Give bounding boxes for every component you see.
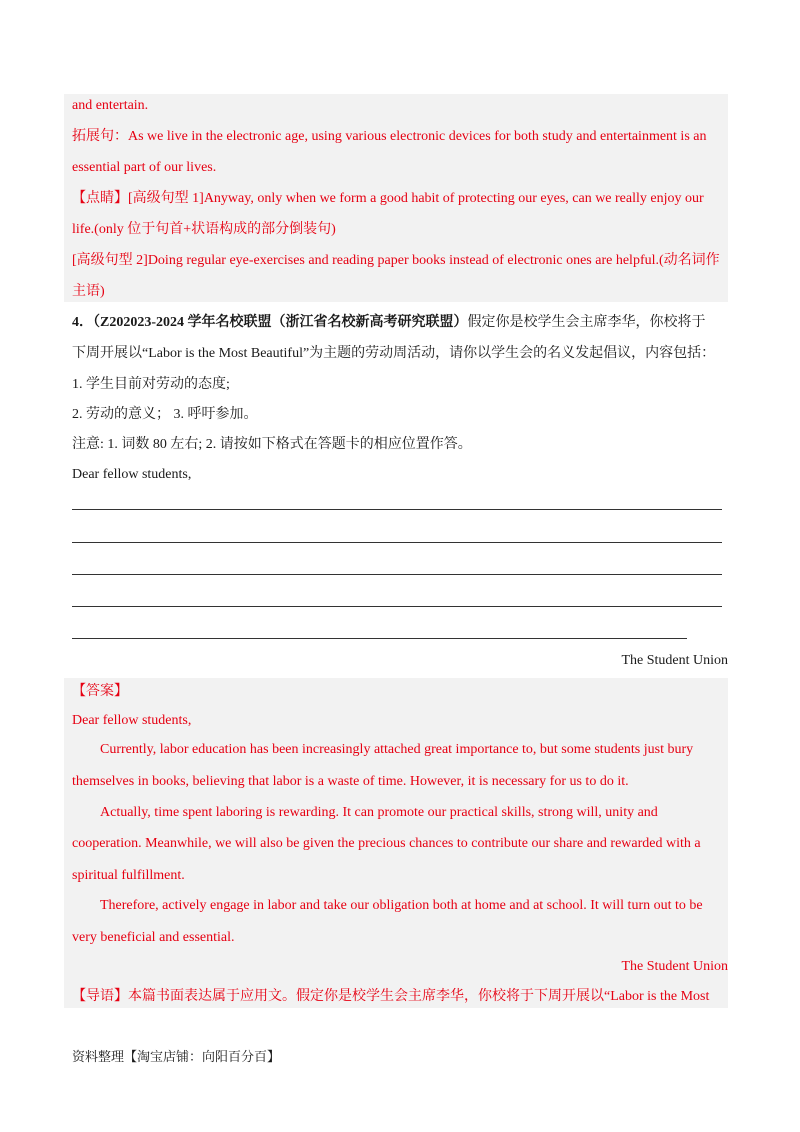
- answer-paragraph-line: very beneficial and essential.: [72, 930, 235, 945]
- answer-paragraph-line: cooperation. Meanwhile, we will also be given the precious chances to contribute our share and rewarded with a: [72, 836, 701, 851]
- answer-paragraph-line: Therefore, actively engage in labor and take our obligation both at home and at school. It will turn out to be: [100, 898, 703, 913]
- letter-salutation: Dear fellow students,: [72, 467, 192, 482]
- question-header: [72, 313, 706, 333]
- text-line: 主语): [72, 284, 105, 299]
- text-line: [72, 127, 706, 147]
- label-extended-sentence: 拓展句：: [72, 129, 128, 144]
- answer-line: [72, 574, 722, 575]
- text-line: life.(only 位于句首+状语构成的部分倒装句): [72, 222, 336, 237]
- letter-signature: The Student Union: [621, 653, 728, 668]
- answer-signature: The Student Union: [621, 959, 728, 974]
- footer-text: 资料整理【淘宝店铺：向阳百分百】: [72, 1049, 281, 1064]
- question-source: （Z202023-2024 学年名校联盟（浙江省名校新高考研究联盟）: [93, 315, 468, 330]
- answer-paragraph-line: Actually, time spent laboring is rewarding. It can promote our practical skills, strong will, unity and: [100, 805, 658, 820]
- advanced-pattern-1: [高级句型 1]Anyway, only when we form a good habit of protecting our eyes, can we really enjoy our: [128, 191, 704, 206]
- text-line: and entertain.: [72, 98, 149, 113]
- question-number: 4．: [72, 315, 93, 330]
- answer-line: [72, 542, 722, 543]
- question-prompt-cont: 下周开展以“Labor is the Most Beautiful”为主题的劳动周活动，请你以学生会的名义发起倡议，内容包括：: [72, 346, 716, 361]
- note: 注意: 1. 词数 80 左右; 2. 请按如下格式在答题卡的相应位置作答。: [72, 437, 472, 452]
- advanced-pattern-2: [高级句型 2]Doing regular eye-exercises and reading paper books instead of electronic ones are helpful.(动名词作: [72, 253, 720, 268]
- label-highlight: 【点睛】: [72, 191, 128, 206]
- answer-salutation: Dear fellow students,: [72, 713, 192, 728]
- answer-paragraph-line: themselves in books, believing that labor is a waste of time. However, it is necessary for us to do it.: [72, 774, 629, 789]
- answer-label: 【答案】: [72, 684, 128, 699]
- guide-line: [72, 987, 709, 1007]
- requirement-item: 2. 劳动的意义； 3. 呼吁参加。: [72, 407, 258, 422]
- answer-paragraph-line: Currently, labor education has been increasingly attached great importance to, but some students just bury: [100, 742, 694, 757]
- extended-sentence: As we live in the electronic age, using various electronic devices for both study and entertainment is an: [128, 129, 707, 144]
- guide-label: 【导语】: [72, 989, 128, 1004]
- text-line: essential part of our lives.: [72, 160, 217, 175]
- answer-paragraph-line: spiritual fulfillment.: [72, 868, 185, 883]
- guide-text: 本篇书面表达属于应用文。假定你是校学生会主席李华，你校将于下周开展以“Labor is the Most: [128, 989, 710, 1004]
- text-line: [72, 189, 704, 209]
- question-prompt: 假定你是校学生会主席李华，你校将于: [467, 315, 706, 330]
- answer-line: [72, 509, 722, 510]
- answer-line: [72, 638, 687, 639]
- requirement-item: 1. 学生目前对劳动的态度;: [72, 377, 230, 392]
- answer-line: [72, 606, 722, 607]
